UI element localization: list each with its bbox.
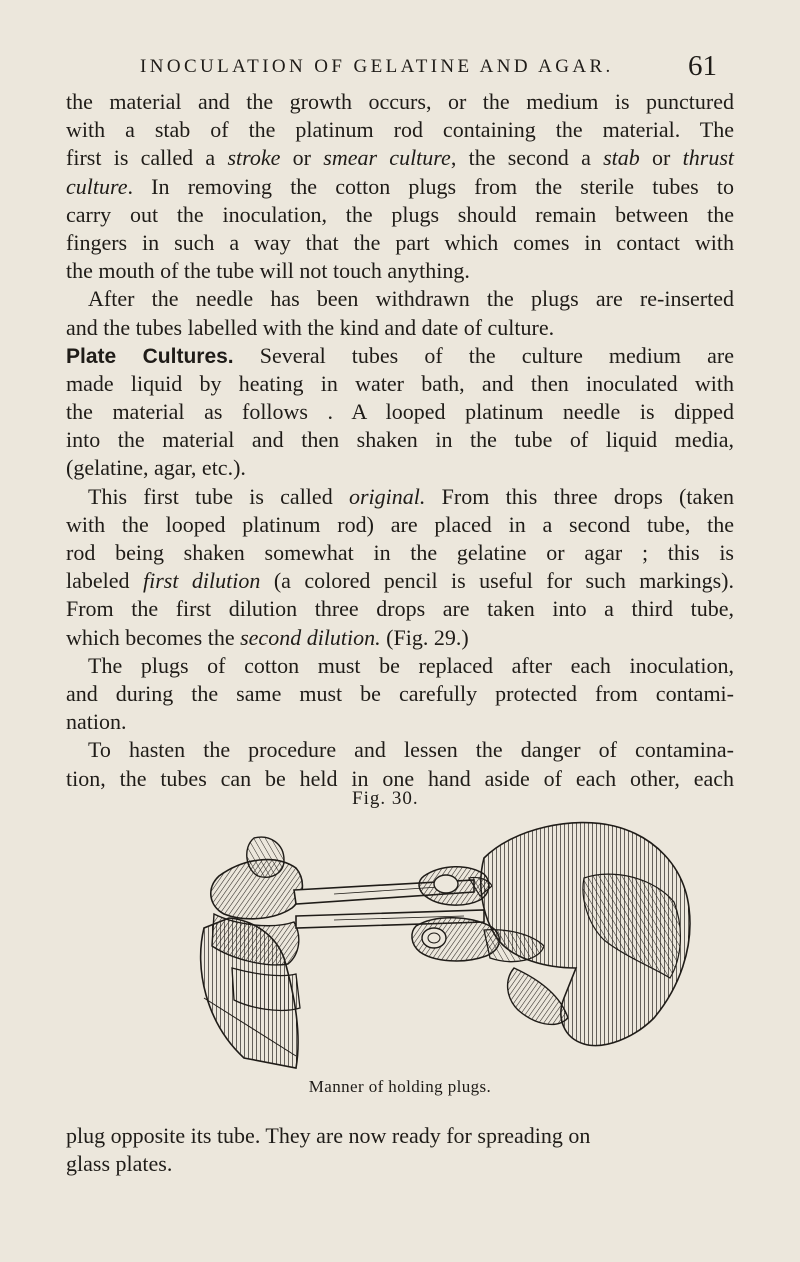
italic-term: smear culture	[323, 145, 451, 171]
text-line: From the first dilution three drops are taken into a third tube,	[66, 596, 734, 622]
text-line: and during the same must be carefully protected from contami-	[66, 680, 734, 706]
figure-label: Fig. 30.	[352, 788, 419, 809]
text-line: tion, the tubes can be held in one hand aside of each other, each	[66, 765, 734, 791]
text-run: or	[639, 145, 683, 171]
text-run: This first tube is called	[88, 483, 349, 509]
text-line: into the material and then shaken in the tube of liquid media,	[66, 427, 734, 453]
left-hand	[201, 837, 303, 1068]
body-text	[66, 88, 734, 793]
text-line: the material as follows . A looped platinum needle is dipped	[66, 399, 734, 425]
text-line: rod being shaken somewhat in the gelatine or agar ; this is	[66, 540, 734, 565]
text-run: Several tubes of the culture medium are	[233, 342, 734, 368]
italic-term: first dilution	[142, 568, 261, 594]
text-line: carry out the inoculation, the plugs should remain between the	[66, 201, 734, 227]
text-line: the mouth of the tube will not touch anything.	[66, 258, 470, 284]
text-line: made liquid by heating in water bath, and then inoculated with	[66, 370, 734, 396]
right-hand	[412, 823, 690, 1046]
text-line	[66, 144, 734, 172]
text-run: labeled	[66, 568, 143, 594]
text-run: first is called a	[66, 145, 228, 171]
hands-holding-tubes-illustration	[184, 818, 704, 1072]
text-run: (Fig. 29.)	[380, 624, 469, 650]
running-head: INOCULATION OF GELATINE AND AGAR.	[140, 56, 614, 77]
italic-term: stroke	[227, 145, 281, 171]
text-line: nation.	[66, 709, 127, 735]
text-run: . In removing the cotton plugs from the sterile tubes to	[127, 173, 734, 199]
text-line: glass plates.	[66, 1151, 173, 1177]
italic-term: thrust	[682, 145, 735, 171]
section-heading: Plate Cultures.	[66, 344, 234, 368]
text-line	[66, 567, 734, 595]
text-line	[66, 624, 734, 652]
text-line: with the looped platinum rod) are placed in a second tube, the	[66, 511, 734, 537]
italic-term: stab	[603, 145, 640, 171]
text-line: and the tubes labelled with the kind and date of culture.	[66, 314, 555, 340]
page-number: 61	[688, 50, 717, 82]
text-line	[66, 483, 734, 511]
text-line: After the needle has been withdrawn the plugs are re-inserted	[88, 286, 734, 312]
text-line: (gelatine, agar, etc.).	[66, 455, 246, 481]
text-line: The plugs of cotton must be replaced after each inoculation,	[88, 652, 734, 678]
text-run: which becomes the	[66, 624, 241, 650]
text-line: To hasten the procedure and lessen the danger of contamina-	[88, 737, 734, 763]
text-run: , the second a	[450, 145, 604, 171]
italic-term: culture	[66, 173, 128, 199]
text-line	[66, 342, 734, 370]
continued-text	[66, 1122, 734, 1178]
text-line: fingers in such a way that the part which comes in contact with	[66, 229, 734, 255]
text-line	[66, 173, 734, 201]
figure-caption: Manner of holding plugs.	[308, 1077, 492, 1096]
text-line: the material and the growth occurs, or the medium is punctured	[66, 89, 734, 114]
italic-term: original.	[348, 483, 426, 509]
text-run: From this three drops (taken	[425, 483, 734, 509]
text-run: or	[280, 145, 324, 171]
text-line: plug opposite its tube. They are now ready for spreading on	[66, 1123, 591, 1148]
text-line: with a stab of the platinum rod containing the material. The	[66, 117, 734, 143]
italic-term: second dilution.	[240, 624, 381, 650]
text-run: (a colored pencil is useful for such markings).	[260, 568, 734, 594]
